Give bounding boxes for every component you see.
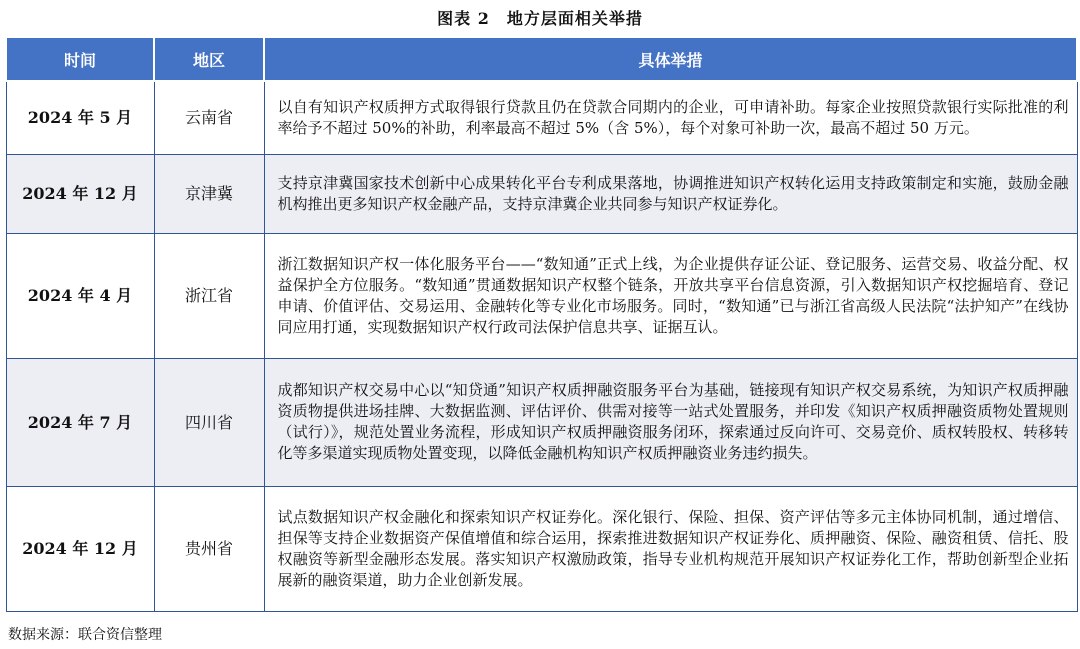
table-row <box>6 154 1077 233</box>
cell-time: 2024 年 12 月 <box>6 486 154 611</box>
cell-time: 2024 年 4 月 <box>6 233 154 358</box>
cell-detail: 成都知识产权交易中心以“知贷通”知识产权质押融资服务平台为基础，链接现有知识产权交易系统，为知识产权质押融资质物提供进场挂牌、大数据监测、评估评价、供需对接等一站式处置服务，并印发《知识产权质押融资质物处置规则（试行）》，规范处置业务流程，形成知识产权质押融资服务闭环，探索通过反向许可、交易竞价、质权转股权、转移转化等多渠道实现质物处置变现，以降低金融机构知识产权质押融资业务违约损失。 <box>264 358 1077 486</box>
table-row <box>6 233 1077 358</box>
header-region: 地区 <box>154 37 264 81</box>
cell-time: 2024 年 5 月 <box>6 81 154 154</box>
cell-detail: 支持京津冀国家技术创新中心成果转化平台专利成果落地，协调推进知识产权转化运用支持政策制定和实施，鼓励金融机构推出更多知识产权金融产品，支持京津冀企业共同参与知识产权证券化。 <box>264 154 1077 233</box>
table-row <box>6 81 1077 154</box>
cell-detail: 以自有知识产权质押方式取得银行贷款且仍在贷款合同期内的企业，可申请补助。每家企业按照贷款银行实际批准的利率给予不超过 50%的补助，利率最高不超过 5%（含 5%），每个对象可补助一次，最高不超过 50 万元。 <box>264 81 1077 154</box>
cell-region: 京津冀 <box>154 154 264 233</box>
cell-region: 四川省 <box>154 358 264 486</box>
cell-region: 贵州省 <box>154 486 264 611</box>
cell-region: 云南省 <box>154 81 264 154</box>
cell-time: 2024 年 7 月 <box>6 358 154 486</box>
header-detail: 具体举措 <box>264 37 1077 81</box>
header-time: 时间 <box>6 37 154 81</box>
table-row <box>6 486 1077 611</box>
cell-region: 浙江省 <box>154 233 264 358</box>
cell-time: 2024 年 12 月 <box>6 154 154 233</box>
cell-detail: 浙江数据知识产权一体化服务平台——“数知通”正式上线，为企业提供存证公证、登记服务、运营交易、收益分配、权益保护全方位服务。“数知通”贯通数据知识产权整个链条，开放共享平台信息资源，引入数据知识产权挖掘培育、登记申请、价值评估、交易运用、金融转化等专业化市场服务。同时，“数知通”已与浙江省高级人民法院“法护知产”在线协同应用打通，实现数据知识产权行政司法保护信息共享、证据互认。 <box>264 233 1077 358</box>
cell-detail: 试点数据知识产权金融化和探索知识产权证券化。深化银行、保险、担保、资产评估等多元主体协同机制，通过增信、担保等支持企业数据资产保值增值和综合运用，探索推进数据知识产权证券化、质押融资、保险、融资租赁、信托、股权融资等新型金融形态发展。落实知识产权激励政策，指导专业机构规范开展知识产权证券化工作，帮助创新型企业拓展新的融资渠道，助力企业创新发展。 <box>264 486 1077 611</box>
table-header-row <box>6 37 1077 81</box>
table-row <box>6 358 1077 486</box>
table-caption: 图表 2 地方层面相关举措 <box>437 9 643 28</box>
local-measures-table <box>5 36 1078 612</box>
source-note: 数据来源：联合资信整理 <box>8 627 162 643</box>
